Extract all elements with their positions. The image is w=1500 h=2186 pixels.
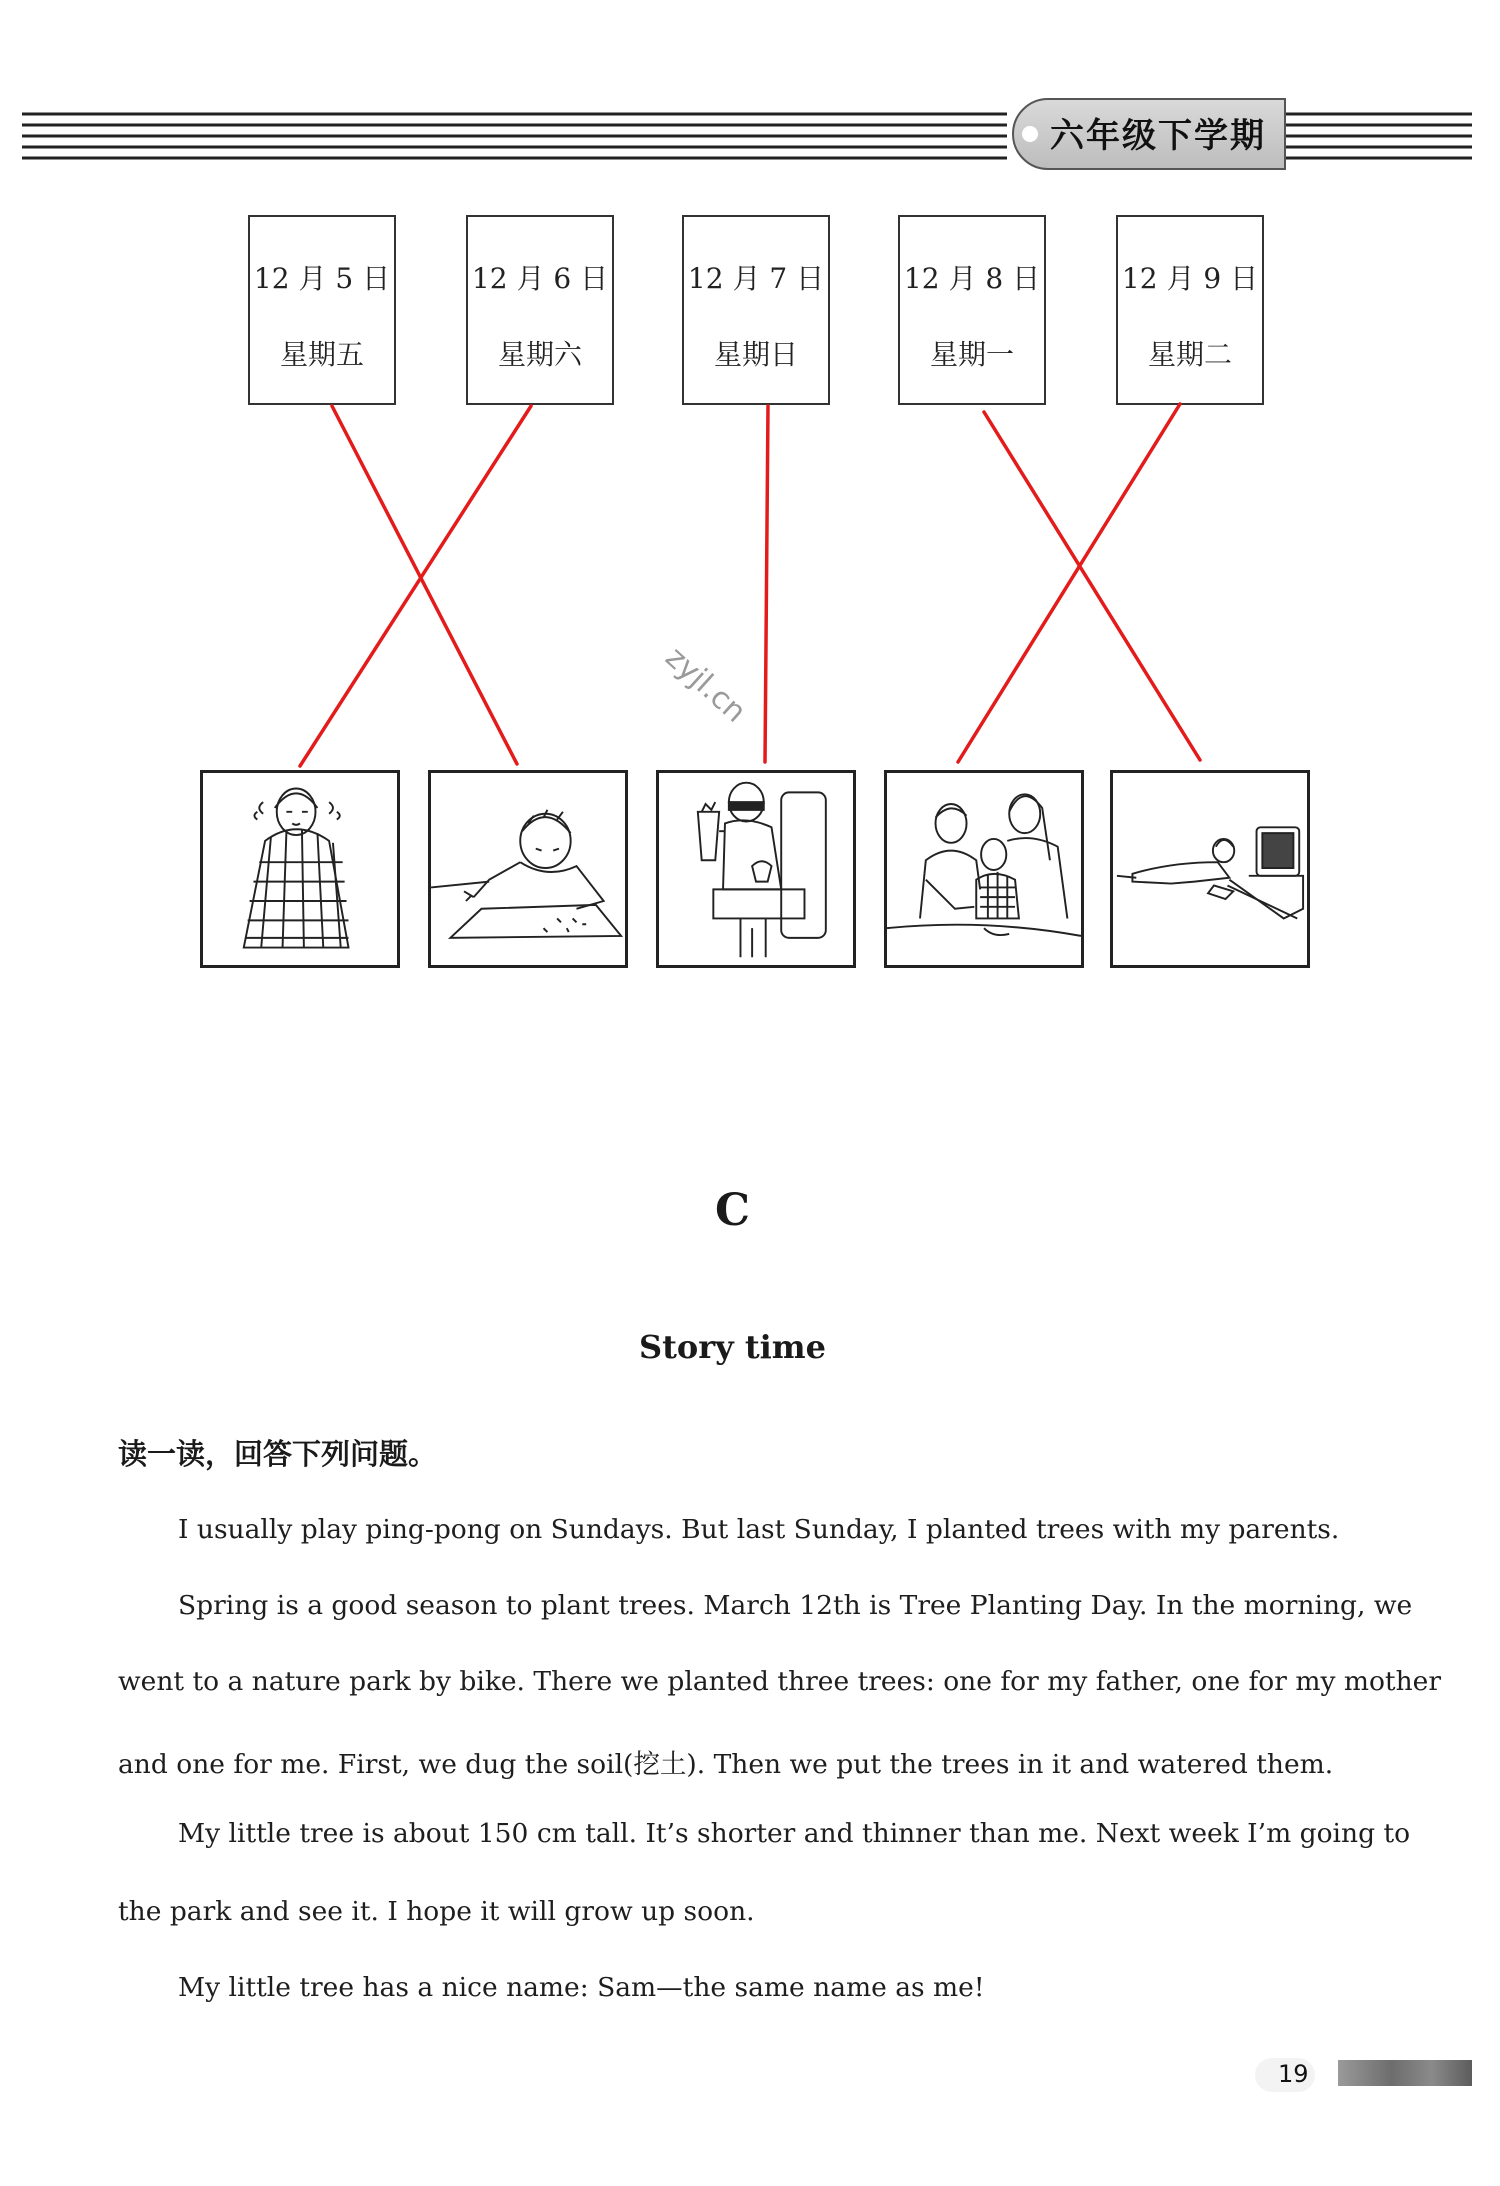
date-text: 12 月 6 日 <box>471 262 609 295</box>
match-line-2 <box>300 406 531 766</box>
weekday-text: 星期五 <box>279 338 364 371</box>
family-together-icon <box>884 770 1084 968</box>
date-text: 12 月 7 日 <box>687 262 825 295</box>
section-letter: C <box>714 1185 751 1236</box>
child-watching-tv-icon <box>1110 770 1310 968</box>
match-line-4 <box>984 412 1200 760</box>
date-text: 12 月 9 日 <box>1121 262 1259 295</box>
date-text: 12 月 5 日 <box>253 262 391 295</box>
weekday-text: 星期一 <box>929 338 1014 371</box>
boy-drawing-icon <box>428 770 628 968</box>
section-title: Story time <box>639 1328 826 1366</box>
story-line: the park and see it. I hope it will grow up soon. <box>118 1896 755 1927</box>
story-line: I usually play ping-pong on Sundays. But last Sunday, I planted trees with my parents. <box>178 1514 1340 1545</box>
match-line-3 <box>765 406 768 762</box>
match-line-1 <box>332 406 517 764</box>
story-line: My little tree is about 150 cm tall. It’s shorter and thinner than me. Next week I’m going to <box>178 1818 1411 1849</box>
date-text: 12 月 8 日 <box>903 262 1041 295</box>
match-line-5 <box>958 404 1180 762</box>
footer-bar <box>1338 2060 1472 2086</box>
story-line: and one for me. First, we dug the soil(挖土). Then we put the trees in it and watered them. <box>118 1749 1334 1780</box>
sick-child-blanket-icon <box>200 770 400 968</box>
instruction: 读一读，回答下列问题。 <box>118 1437 438 1471</box>
page-number: 19 <box>1278 2060 1309 2088</box>
weekday-text: 星期二 <box>1147 338 1232 371</box>
boy-3d-movie-icon <box>656 770 856 968</box>
weekday-text: 星期六 <box>497 338 582 371</box>
story-line: Spring is a good season to plant trees. March 12th is Tree Planting Day. In the morning, we <box>178 1590 1413 1621</box>
grade-label: 六年级下学期 <box>1050 116 1266 156</box>
story-line: went to a nature park by bike. There we planted three trees: one for my father, one for my mother <box>118 1666 1441 1697</box>
watermark: zyjl.cn <box>658 640 753 730</box>
weekday-text: 星期日 <box>713 338 798 371</box>
story-line: My little tree has a nice name: Sam—the same name as me! <box>178 1972 985 2003</box>
